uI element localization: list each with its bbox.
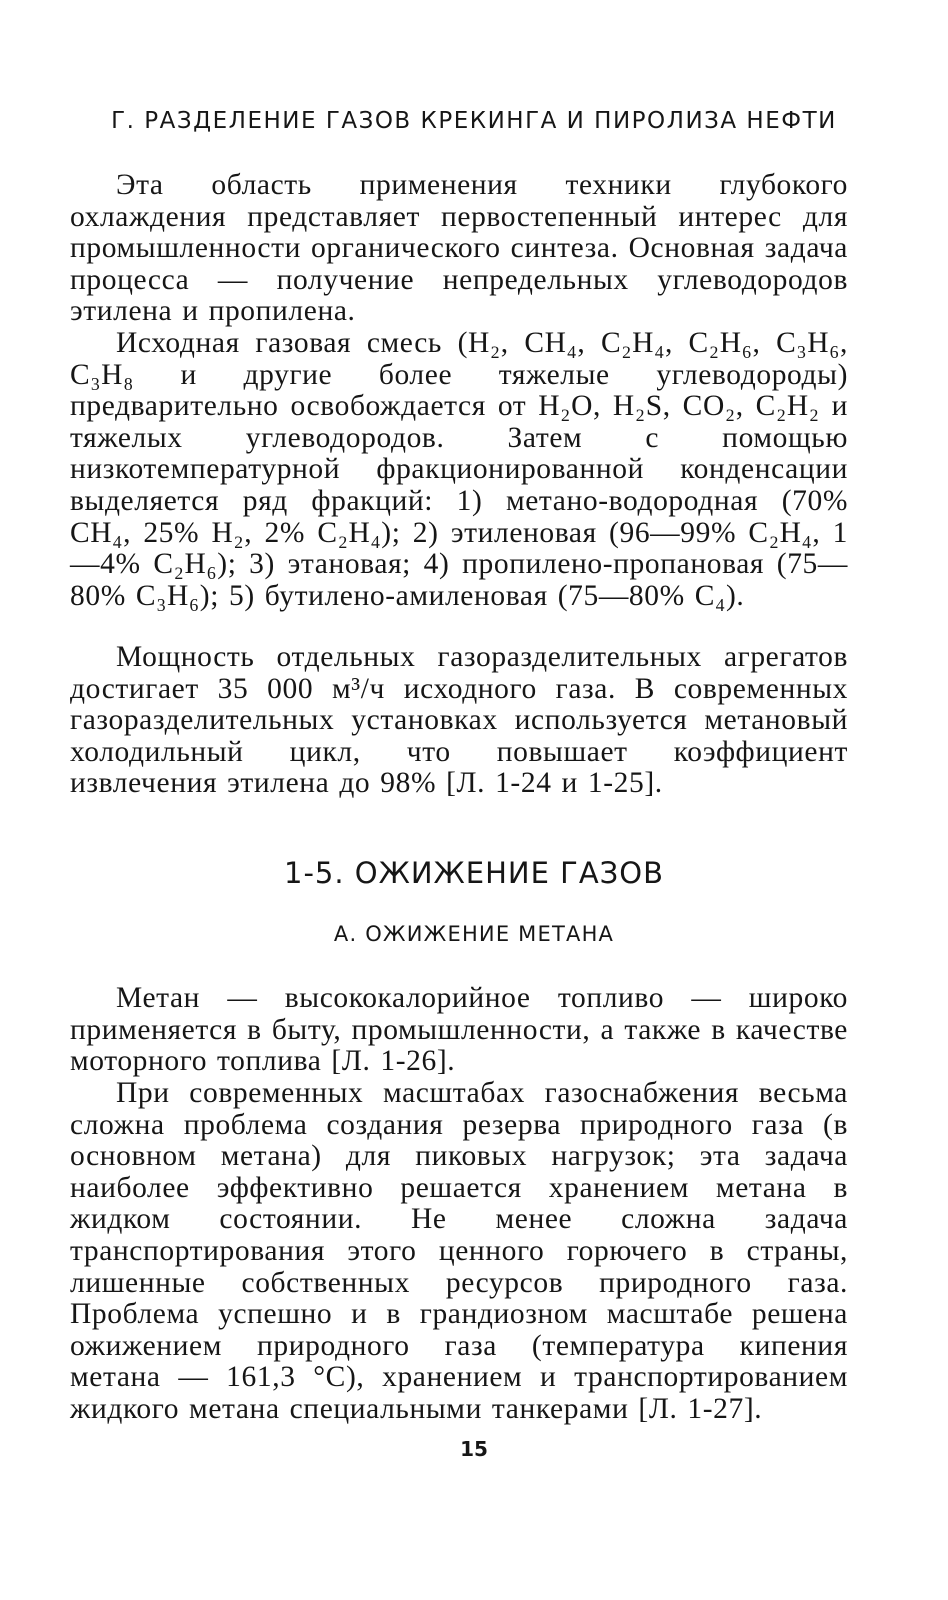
paragraph-1: Эта область применения техники глубокого охлаждения представляет первостепенный интерес для промышленности органического синтеза. Основная задача процесса — получение непредельных углеводородов этилена и пропилена. xyxy=(70,169,848,328)
page-number: 15 xyxy=(460,1437,488,1461)
subsection-heading-cracking-gas-separation: Г. РАЗДЕЛЕНИЕ ГАЗОВ КРЕКИНГА И ПИРОЛИЗА НЕФТИ xyxy=(111,108,837,134)
subsection-heading-methane-liquefaction: А. ОЖИЖЕНИЕ МЕТАНА xyxy=(333,922,615,946)
section-heading-gas-liquefaction: 1-5. ОЖИЖЕНИЕ ГАЗОВ xyxy=(284,856,664,890)
paragraph-3: Мощность отдельных газоразделительных агрегатов достигает 35 000 м³/ч исходного газа. В современных газоразделительных установках используется метановый холодильный цикл, что повышает коэффициент извлечения этилена до 98% [Л. 1-24 и 1-25]. xyxy=(70,641,848,800)
paragraph-2: Исходная газовая смесь (H₂, CH₄, C₂H₄, C₂H₆, C₃H₆, C₃H₈ и другие более тяжелые углеводороды) предварительно освобождается от H₂O, H₂S, CO₂, C₂H₂ и тяжелых углеводородов. Затем с помощью низкотемпературной фракционированной конденсации выделяется ряд фракций: 1) метано-водородная (70% CH₄, 25% H₂, 2% C₂H₄); 2) этиленовая (96—99% C₂H₄, 1—4% C₂H₆); 3) этановая; 4) пропилено-пропановая (75—80% C₃H₆); 5) бутилено-амиленовая (75—80% C₄). xyxy=(70,327,848,612)
paragraph-4: Метан — высококалорийное топливо — широко применяется в быту, промышленности, а также в качестве моторного топлива [Л. 1-26]. xyxy=(70,982,848,1078)
paragraph-5: При современных масштабах газоснабжения весьма сложна проблема создания резерва природного газа (в основном метана) для пиковых нагрузок; эта задача наиболее эффективно решается хранением метана в жидком состоянии. Не менее сложна задача транспортирования этого ценного горючего в страны, лишенные собственных ресурсов природного газа. Проблема успешно и в грандиозном масштабе решена ожижением природного газа (температура кипения метана — 161,3 °C), хранением и транспортированием жидкого метана специальными танкерами [Л. 1-27]. xyxy=(70,1077,848,1425)
